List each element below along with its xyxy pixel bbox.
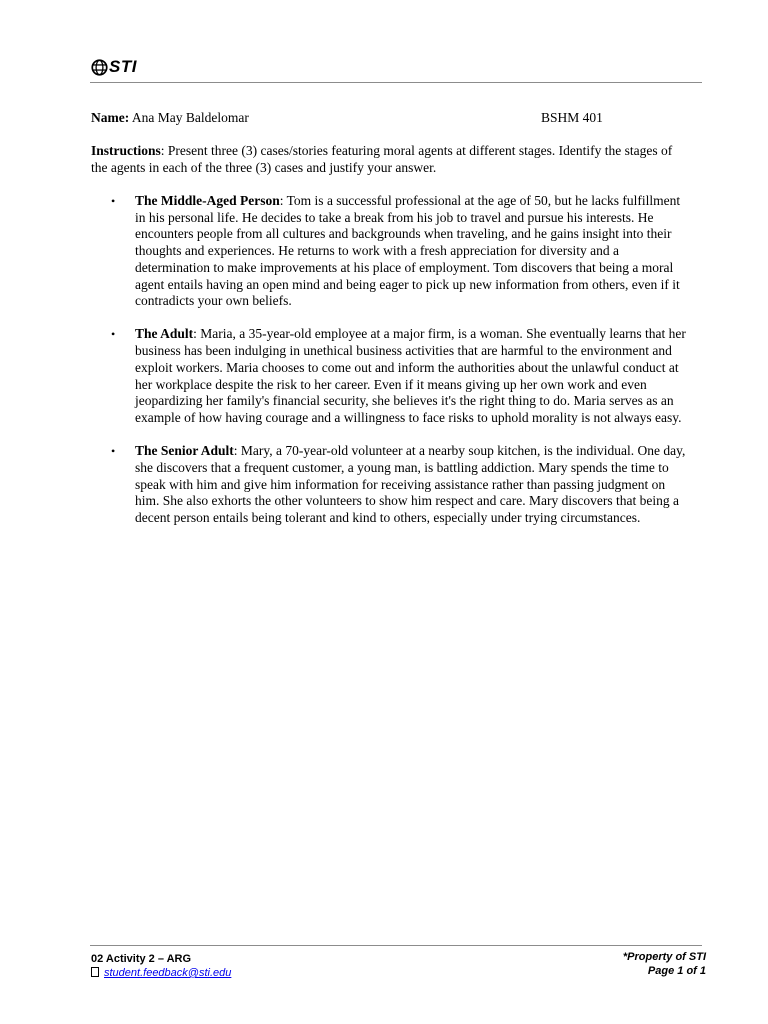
case-title: The Middle-Aged Person xyxy=(135,193,280,208)
case-list xyxy=(108,193,686,543)
case-item-adult xyxy=(108,326,686,426)
page-number: Page 1 of 1 xyxy=(647,965,706,977)
instructions-text: : Present three (3) cases/stories featuring moral agents at different stages. Identify the stages of the agents in each of the three (3) cases and justify your answer. xyxy=(91,143,673,175)
case-title: The Adult xyxy=(135,326,194,342)
header-divider xyxy=(90,82,702,83)
case-title: The Senior Adult xyxy=(135,443,234,459)
case-text: : Maria, a 35-year-old employee at a major firm, is a woman. She eventually learns that her business has been indulging in unethical business activities that are harmful to the environment and exploit workers. Maria chooses to come out and inform the authorities about the unlawful conduct at her workplace despite the risk to her career. Even if it means giving up her own work and even jeopardizing her family's financial security, she believes it's the right thing to do. Maria serves as an example of how having courage and a willingness to face risks to uphold morality is not always easy. xyxy=(135,326,686,425)
footer-right xyxy=(623,950,706,978)
bullet-icon: • xyxy=(111,194,116,208)
globe-icon xyxy=(91,59,108,76)
mail-icon xyxy=(91,967,99,977)
course-code: BSHM 401 xyxy=(541,110,603,125)
name-line xyxy=(91,110,611,126)
case-item-middle-aged xyxy=(108,193,686,310)
name-label: Name: xyxy=(91,110,130,125)
sti-logo xyxy=(91,57,137,77)
case-item-senior-adult xyxy=(108,443,686,527)
case-text: : Mary, a 70-year-old volunteer at a nearby soup kitchen, is the individual. One day, she discovers that a frequent customer, a young man, is battling addiction. Mary spends the time to speak with him and give him information for receiving assistance rather than passing judgment on him. She also exhorts the other volunteers to show him respect and care. Mary discovers that being a decent person entails being tolerant and kind to others, especially under trying circumstances. xyxy=(135,443,686,525)
property-notice: *Property of STI xyxy=(622,951,706,963)
feedback-email-link[interactable]: student.feedback@sti.edu xyxy=(104,967,232,979)
instructions-label: Instructions xyxy=(91,143,161,158)
bullet-icon: • xyxy=(111,327,116,342)
instructions xyxy=(91,143,691,176)
bullet-icon: • xyxy=(111,444,116,459)
footer-left xyxy=(91,952,231,980)
student-name: Ana May Baldelomar xyxy=(131,110,249,125)
activity-label: 02 Activity 2 – ARG xyxy=(91,953,192,965)
footer-divider xyxy=(90,945,702,946)
logo-text: STI xyxy=(109,57,137,76)
feedback-line xyxy=(91,966,231,980)
case-text: : Tom is a successful professional at the age of 50, but he lacks fulfillment in his personal life. He decides to take a break from his job to travel and pursue his interests. He encounters people from all cultures and backgrounds when traveling, and he gains insight into their thoughts and experiences. He returns to work with a fresh appreciation for diversity and a determination to make improvements at his place of employment. Tom discovers that being a moral agent entails having an open mind and being eager to pick up new information from others, even if it contradicts your own beliefs. xyxy=(135,193,681,309)
